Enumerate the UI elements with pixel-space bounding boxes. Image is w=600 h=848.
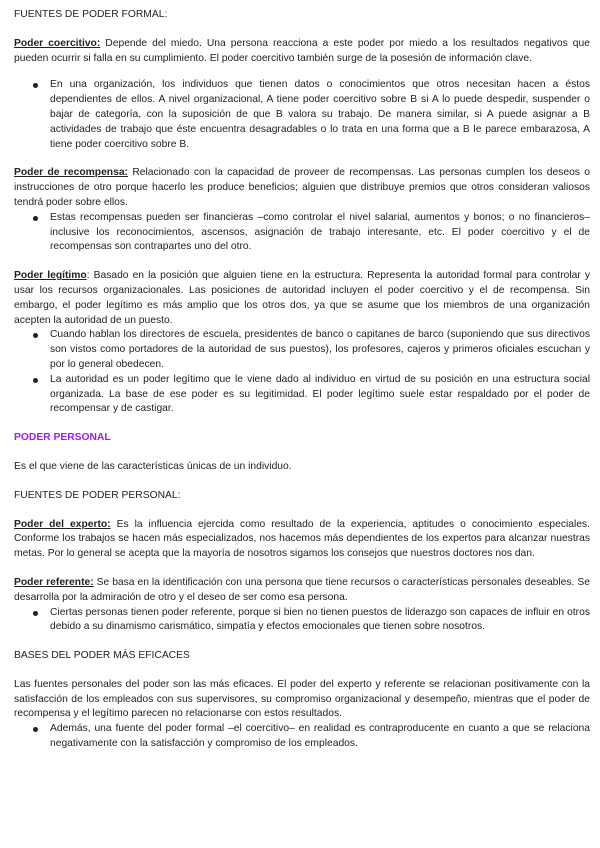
- expert-power-paragraph: [14, 518, 590, 562]
- referent-power-paragraph: [14, 576, 590, 606]
- bullet-icon: [33, 611, 38, 616]
- formal-sources-heading: FUENTES DE PODER FORMAL:: [14, 9, 168, 20]
- effective-bases-bullets: [14, 722, 590, 752]
- coercive-power-text: Depende del miedo. Una persona reacciona a este poder por miedo a los resultados negativos que pueden ocurrir si falla en su cumplimiento. El poder coercitivo también surge de la posesión de información clave.: [14, 37, 590, 64]
- referent-power-text: Se basa en la identificación con una persona que tiene recursos o características personales deseables. Se desarrolla por la admiración de otro y el deseo de ser como esa persona.: [14, 576, 590, 603]
- referent-power-bullets: [14, 606, 590, 636]
- effective-bases-heading: BASES DEL PODER MÁS EFICACES: [14, 650, 190, 662]
- coercive-power-bullets: [14, 78, 590, 152]
- list-item: Cuando hablan los directores de escuela, presidentes de banco o capitanes de barco (suponiendo que sus directivos son vistos como portadores de la autoridad de sus puestos), los profesores, cajeros y primeros oficiales escuchan y por lo general obedecen.: [14, 328, 590, 372]
- personal-sources-heading: FUENTES DE PODER PERSONAL:: [14, 489, 181, 501]
- bullet-icon: [33, 216, 38, 221]
- personal-power-title: PODER PERSONAL: [14, 432, 111, 444]
- document-page: [14, 8, 590, 752]
- bullet-icon: [33, 83, 38, 88]
- reward-power-text: Relacionado con la capacidad de proveer de recompensas. Las personas cumplen los deseos o instrucciones de otro porque hacerlo les produce beneficios; alguien que distribuye premios que otros consideran valiosos tendrá poder sobre ellos.: [14, 167, 591, 208]
- coercive-power-term: Poder coercitivo:: [14, 37, 101, 49]
- effective-bases-paragraph: Las fuentes personales del poder son las más eficaces. El poder del experto y referente se relacionan positivamente con la satisfacción de los empleados con sus supervisores, su compromiso organizacional y desempeño, mientras que el poder de recompensa y el legítimo parecen no relacionarse con estos resultados.: [14, 678, 590, 720]
- list-item: En una organización, los individuos que tienen datos o conocimientos que otros necesitan hacen a éstos dependientes de ellos. A nivel organizacional, A tiene poder coercitivo sobre B si A lo puede despedir, suspender o bajar de categoría, con la suposición de que B valora su trabajo. De manera similar, si A puede asignar a B actividades de trabajo que éste encuentra desagradables o lo trata en una forma que a B le parece embarazosa, A tiene poder coercitivo sobre B.: [14, 78, 590, 152]
- bullet-icon: [33, 333, 38, 338]
- legitimate-power-text: : Basado en la posición que alguien tiene en la estructura. Representa la autoridad formal para controlar y usar los recursos organizacionales. Las posiciones de autoridad incluyen el poder coercitivo y el de recompensa. Sin embargo, el poder legítimo es más amplio que los otros dos, ya que se asume que los miembros de una organización acepten la autoridad de un puesto.: [14, 270, 590, 326]
- legitimate-power-paragraph: [14, 269, 590, 328]
- legitimate-power-term: Poder legítimo: [14, 270, 87, 282]
- list-item: Ciertas personas tienen poder referente, porque si bien no tienen puestos de liderazgo son capaces de influir en otros debido a su dinamismo carismático, simpatía y efectos emocionales que tienen sobre nosotros.: [14, 606, 590, 636]
- reward-power-term: Poder de recompensa:: [14, 167, 128, 179]
- list-item: Además, una fuente del poder formal –el coercitivo– en realidad es contraproducente en cuanto a que se relaciona negativamente con la satisfacción y compromiso de los empleados.: [14, 722, 590, 752]
- list-item: La autoridad es un poder legítimo que le viene dado al individuo en virtud de su posición en una estructura social organizada. La base de ese poder es su legitimidad. El poder legítimo suele estar respaldado por el poder de recompensar y de castigar.: [14, 373, 590, 417]
- personal-power-intro: Es el que viene de las características únicas de un individuo.: [14, 460, 292, 472]
- expert-power-term: Poder del experto:: [14, 518, 111, 530]
- referent-power-term: Poder referente:: [14, 576, 94, 588]
- bullet-icon: [33, 727, 38, 732]
- bullet-icon: [33, 378, 38, 383]
- coercive-power-paragraph: [14, 37, 590, 67]
- list-item: Estas recompensas pueden ser financieras –como controlar el nivel salarial, aumentos y bonos; o no financieros– inclusive los reconocimientos, ascensos, asignación de trabajo interesante, etc. El poder coercitivo y el de recompensas son contrapartes uno del otro.: [14, 211, 590, 255]
- expert-power-text: Es la influencia ejercida como resultado de la experiencia, aptitudes o conocimiento especiales. Conforme los trabajos se hacen más especializados, nos hacemos más dependientes de los expertos para alcanzar nuestras metas. Por lo general se acepta que la mayoría de nosotros sigamos los consejos que nuestros doctores nos dan.: [14, 518, 591, 560]
- reward-power-bullets: [14, 211, 590, 255]
- reward-power-paragraph: [14, 166, 590, 210]
- legitimate-power-bullets: [14, 328, 590, 417]
